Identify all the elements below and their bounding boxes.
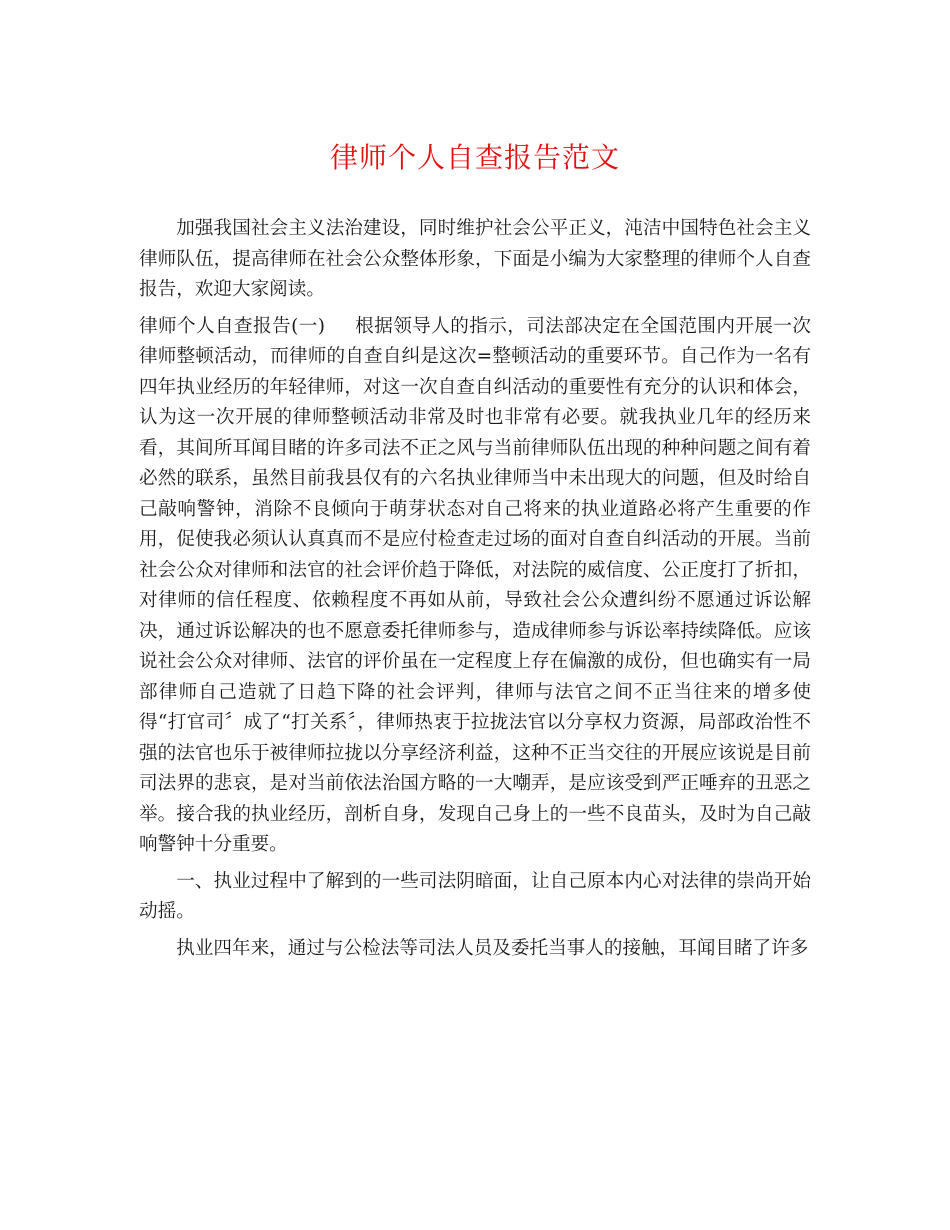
document-body bbox=[139, 214, 811, 970]
section-paragraph bbox=[139, 312, 811, 861]
section-heading: 律师个人自查报告(一) bbox=[139, 315, 326, 337]
section-body-text: 根据领导人的指示，司法部决定在全国范围内开展一次律师整顿活动，而律师的自查自纠是这次=整顿活动的重要环节。自己作为一名有四年执业经历的年轻律师，对这一次自查自纠活动的重要性有充分的认识和体会，认为这一次开展的律师整顿活动非常及时也非常有必要。就我执业几年的经历来看，其间所耳闻目睹的许多司法不正之风与当前律师队伍出现的种种问题之间有着必然的联系，虽然目前我县仅有的六名执业律师当中未出现大的问题，但及时给自己敲响警钟，消除不良倾向于萌芽状态对自己将来的执业道路必将产生重要的作用，促使我必须认认真真而不是应付检查走过场的面对自查自纠活动的开展。当前社会公众对律师和法官的社会评价趋于降低，对法院的威信度、公正度打了折扣，对律师的信任程度、依赖程度不再如从前，导致社会公众遭纠纷不愿通过诉讼解决，通过诉讼解决的也不愿意委托律师参与，造成律师参与诉讼率持续降低。应该说社会公众对律师、法官的评价虽在一定程度上存在偏激的成份，但也确实有一局部律师自己造就了日趋下降的社会评判，律师与法官之间不正当往来的增多使得“打官司〞成了“打关系〞，律师热衷于拉拢法官以分享权力资源，局部政治性不强的法官也乐于被律师拉拢以分享经济利益，这种不正当交往的开展应该说是目前司法界的悲哀，是对当前依法治国方略的一大嘲弄，是应该受到严正唾弃的丑恶之举。接合我的执业经历，剖析自身，发现自己身上的一些不良苗头，及时为自己敲响警钟十分重要。 bbox=[139, 315, 811, 855]
subheading-paragraph: 一、执业过程中了解到的一些司法阴暗面，让自己原本内心对法律的崇尚开始动摇。 bbox=[139, 870, 811, 922]
intro-paragraph: 加强我国社会主义法治建设，同时维护社会公平正义，沌洁中国特色社会主义律师队伍，提高律师在社会公众整体形象，下面是小编为大家整理的律师个人自查报告，欢迎大家阅读。 bbox=[139, 218, 811, 300]
continuation-paragraph: 执业四年来，通过与公检法等司法人员及委托当事人的接触，耳闻目睹了许多 bbox=[176, 937, 809, 959]
document-title: 律师个人自查报告范文 bbox=[329, 141, 620, 174]
